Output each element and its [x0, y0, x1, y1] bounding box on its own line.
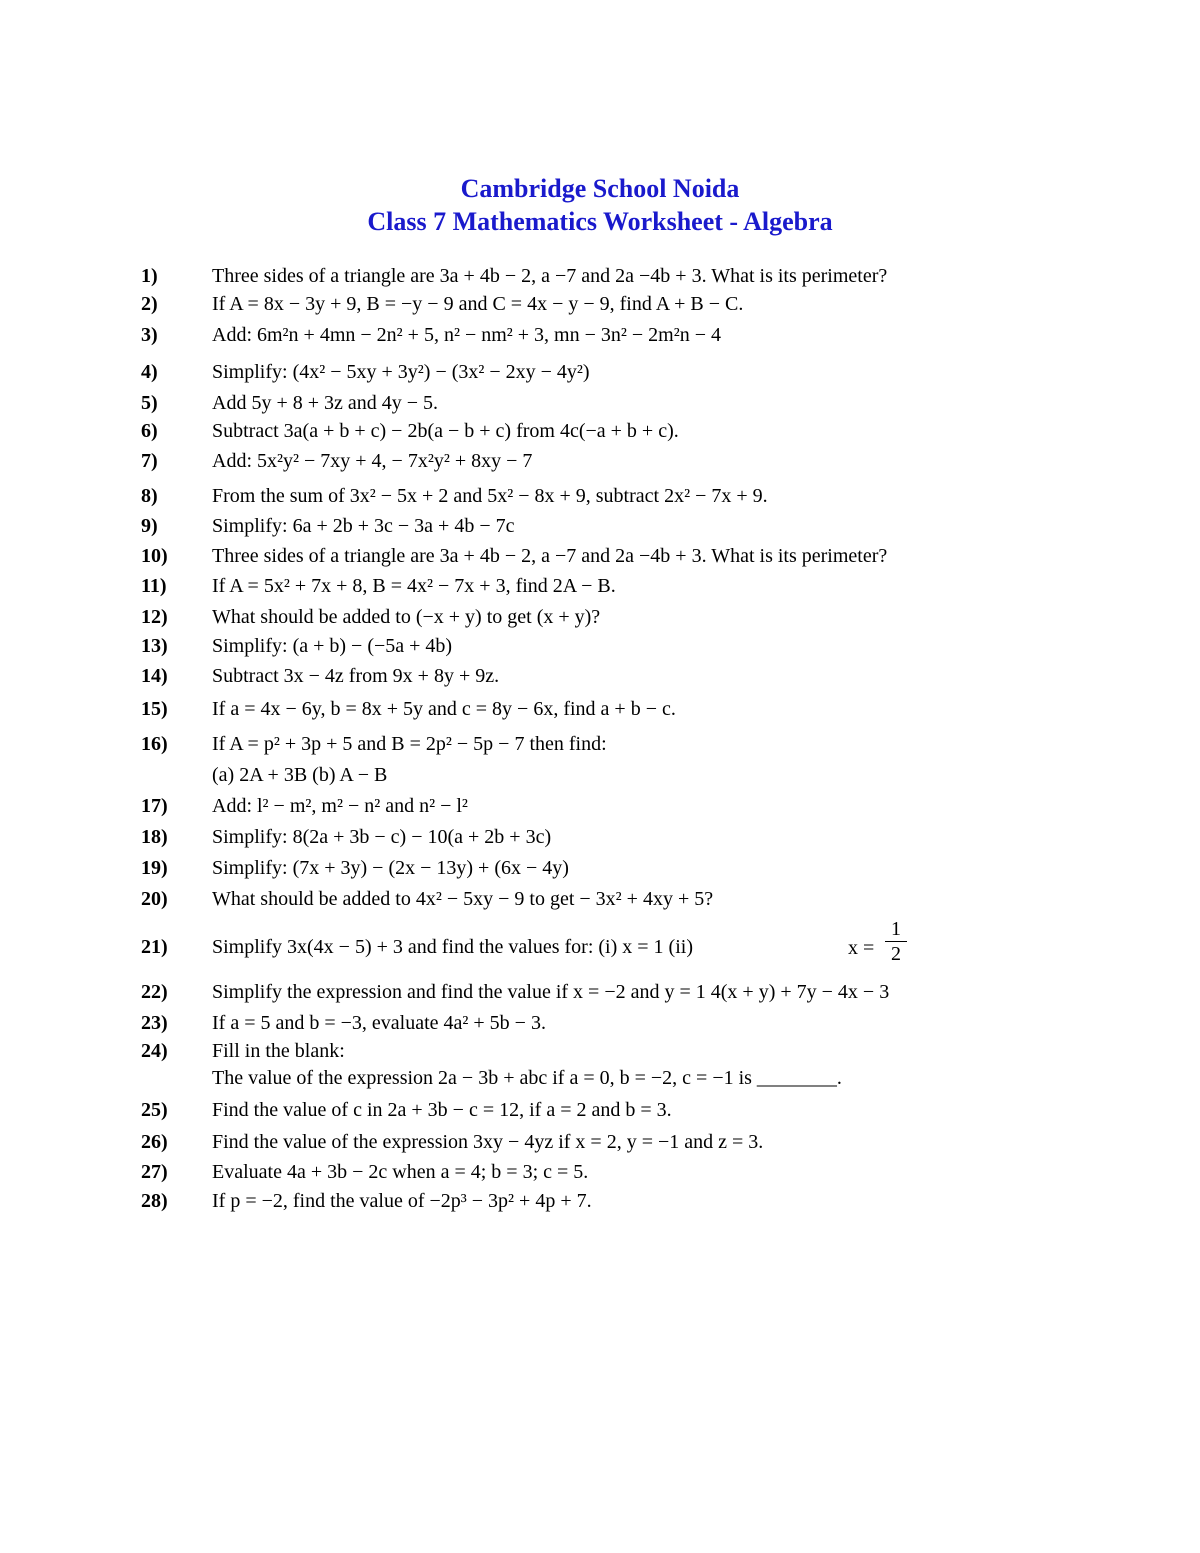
question-text: Simplify: (7x + 3y) − (2x − 13y) + (6x − 4y) — [212, 857, 569, 879]
question-text: Simplify the expression and find the value if x = −2 and y = 1 4(x + y) + 7y − 4x − 3 — [212, 981, 890, 1003]
question-item — [0, 631, 1200, 661]
question-item — [0, 357, 1200, 387]
question-number: 10) — [141, 545, 168, 567]
question-text: Simplify: 8(2a + 3b − c) − 10(a + 2b + 3c) — [212, 826, 552, 848]
question-item — [0, 388, 1200, 418]
question-number: 11) — [141, 575, 167, 597]
question-text: If p = −2, find the value of −2p³ − 3p² + 4p + 7. — [212, 1190, 592, 1212]
question-number: 3) — [141, 324, 158, 346]
question-number: 4) — [141, 361, 158, 383]
question-text: Simplify 3x(4x − 5) + 3 and find the values for: (i) x = 1 (ii) — [212, 936, 693, 958]
question-item — [0, 853, 1200, 883]
q24-statement: The value of the expression 2a − 3b + abc if a = 0, b = −2, c = −1 is ________. — [212, 1067, 842, 1089]
question-text: Find the value of c in 2a + 3b − c = 12, if a = 2 and b = 3. — [212, 1099, 672, 1121]
question-text: What should be added to 4x² − 5xy − 9 to get − 3x² + 4xy + 5? — [212, 888, 714, 910]
question-number: 17) — [141, 795, 168, 817]
question-item — [0, 511, 1200, 541]
question-number: 6) — [141, 420, 158, 442]
question-item — [0, 884, 1200, 914]
question-item — [0, 694, 1200, 724]
q16-subparts: (a) 2A + 3B (b) A − B — [212, 764, 388, 786]
question-text: Add 5y + 8 + 3z and 4y − 5. — [212, 392, 439, 414]
fraction-bar — [885, 941, 907, 942]
question-item — [0, 791, 1200, 821]
school-name: Cambridge School Noida — [460, 174, 740, 203]
question-text: If a = 5 and b = −3, evaluate 4a² + 5b − 3. — [212, 1012, 546, 1034]
question-number: 27) — [141, 1161, 168, 1183]
question-number: 26) — [141, 1131, 168, 1153]
question-text: Evaluate 4a + 3b − 2c when a = 4; b = 3; c = 5. — [212, 1161, 589, 1183]
question-item — [0, 541, 1200, 571]
question-number: 18) — [141, 826, 168, 848]
question-number: 15) — [141, 698, 168, 720]
question-number: 8) — [141, 485, 158, 507]
q21-denominator: 2 — [891, 943, 901, 965]
q21-x-label: x = — [848, 937, 875, 959]
question-number: 28) — [141, 1190, 168, 1212]
question-item — [0, 729, 1200, 759]
q21-fraction — [885, 918, 907, 965]
question-text: Add: 6m²n + 4mn − 2n² + 5, n² − nm² + 3, mn − 3n² − 2m²n − 4 — [212, 324, 721, 346]
question-item — [0, 320, 1200, 350]
question-number: 25) — [141, 1099, 168, 1121]
question-text: Add: 5x²y² − 7xy + 4, − 7x²y² + 8xy − 7 — [212, 450, 533, 472]
question-item — [0, 602, 1200, 632]
question-number: 20) — [141, 888, 168, 910]
question-number: 12) — [141, 606, 168, 628]
question-number: 16) — [141, 733, 168, 755]
question-text: Three sides of a triangle are 3a + 4b − 2, a −7 and 2a −4b + 3. What is its perimeter? — [212, 545, 888, 567]
question-text: Fill in the blank: — [212, 1040, 345, 1062]
question-number: 2) — [141, 293, 158, 315]
question-item — [0, 261, 1200, 291]
question-text: Add: l² − m², m² − n² and n² − l² — [212, 795, 468, 817]
question-item — [0, 446, 1200, 476]
question-text: Simplify: (4x² − 5xy + 3y²) − (3x² − 2xy − 4y²) — [212, 361, 590, 383]
question-number: 21) — [141, 936, 168, 958]
question-number: 9) — [141, 515, 158, 537]
question-item — [0, 661, 1200, 691]
question-item — [0, 1008, 1200, 1038]
question-text: If A = 5x² + 7x + 8, B = 4x² − 7x + 3, find 2A − B. — [212, 575, 616, 597]
question-text: Find the value of the expression 3xy − 4yz if x = 2, y = −1 and z = 3. — [212, 1131, 764, 1153]
question-text: Subtract 3a(a + b + c) − 2b(a − b + c) from 4c(−a + b + c). — [212, 420, 679, 442]
question-number: 7) — [141, 450, 158, 472]
question-item — [0, 571, 1200, 601]
question-item — [0, 1157, 1200, 1187]
question-number: 22) — [141, 981, 168, 1003]
question-text: Simplify: (a + b) − (−5a + 4b) — [212, 635, 453, 657]
q21-numerator: 1 — [891, 918, 901, 940]
question-number: 19) — [141, 857, 168, 879]
question-item — [0, 481, 1200, 511]
question-text: What should be added to (−x + y) to get (x + y)? — [212, 606, 601, 628]
question-item — [0, 416, 1200, 446]
question-number: 14) — [141, 665, 168, 687]
question-number: 1) — [141, 265, 158, 287]
question-text: Three sides of a triangle are 3a + 4b − 2, a −7 and 2a −4b + 3. What is its perimeter? — [212, 265, 888, 287]
question-item — [0, 1095, 1200, 1125]
question-item — [0, 932, 1200, 962]
question-text: Subtract 3x − 4z from 9x + 8y + 9z. — [212, 665, 500, 687]
question-text: Simplify: 6a + 2b + 3c − 3a + 4b − 7c — [212, 515, 515, 537]
question-number: 23) — [141, 1012, 168, 1034]
question-item — [0, 1036, 1200, 1066]
question-item — [0, 289, 1200, 319]
question-number: 13) — [141, 635, 168, 657]
question-text: From the sum of 3x² − 5x + 2 and 5x² − 8x + 9, subtract 2x² − 7x + 9. — [212, 485, 768, 507]
question-number: 5) — [141, 392, 158, 414]
question-item — [0, 1186, 1200, 1216]
question-number: 24) — [141, 1040, 168, 1062]
question-item — [0, 977, 1200, 1007]
question-text: If a = 4x − 6y, b = 8x + 5y and c = 8y − 6x, find a + b − c. — [212, 698, 676, 720]
question-text: If A = p² + 3p + 5 and B = 2p² − 5p − 7 then find: — [212, 733, 607, 755]
question-item — [0, 822, 1200, 852]
question-text: If A = 8x − 3y + 9, B = −y − 9 and C = 4x − y − 9, find A + B − C. — [212, 293, 744, 315]
question-item — [0, 1127, 1200, 1157]
worksheet-title: Class 7 Mathematics Worksheet - Algebra — [367, 207, 833, 236]
